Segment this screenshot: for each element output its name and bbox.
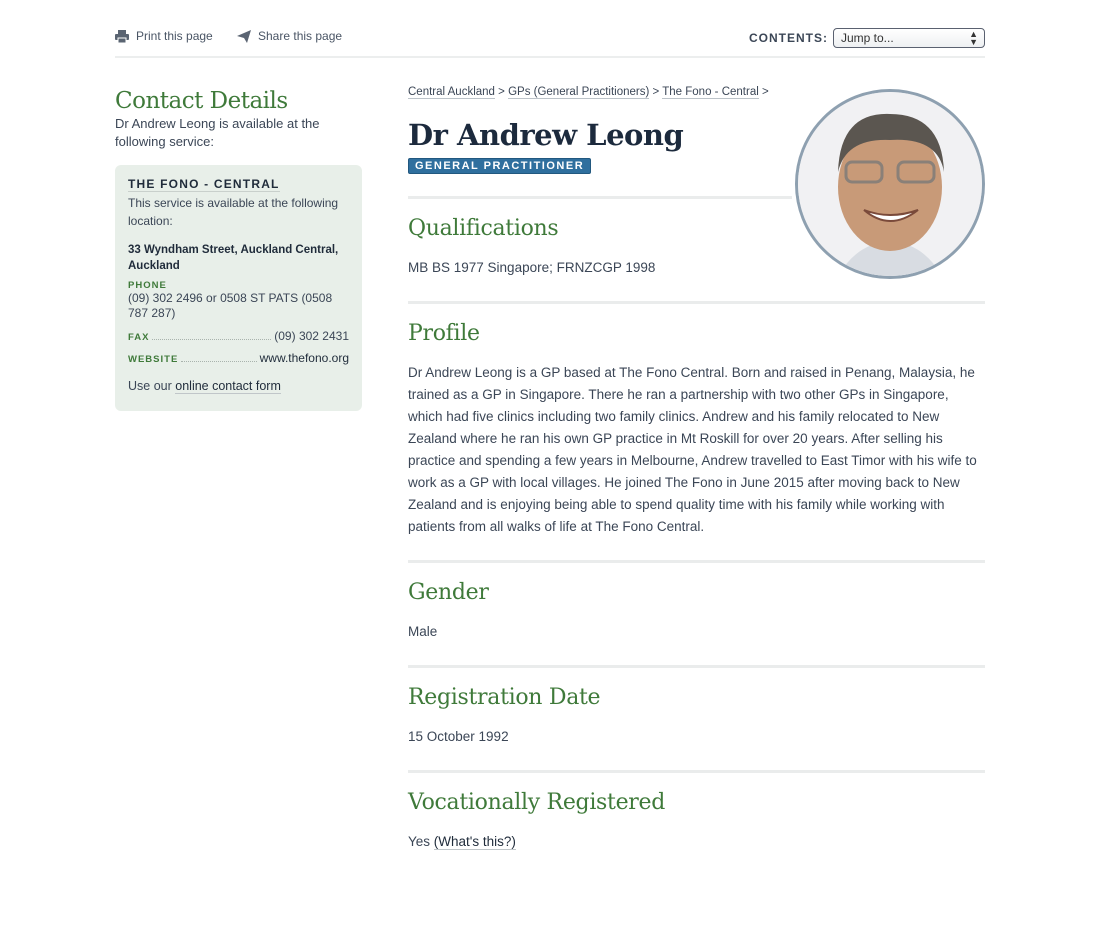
qualifications-section (408, 196, 792, 301)
profile-heading: Profile (408, 321, 480, 346)
profile-text: Dr Andrew Leong is a GP based at The Fono Central. Born and raised in Penang, Malaysia, he trained as a GP in Singapore. There he ran a partnership with two other GPs in Singapore, which had five clinics including two family clinics. Andrew and his family relocated to New Zealand where he ran his own GP practice in Mt Roskill for over 20 years. After selling his practice and spending a few years in Melbourne, Andrew travelled to East Timor with his wife to work as a GP with local villages. He joined The Fono in June 2015 after moving back to New Zealand and is enjoying being able to spend quality time with his family while working with patients from all walks of life at The Fono Central. (408, 365, 977, 534)
service-card (115, 165, 362, 411)
vocational-line (408, 831, 985, 875)
print-button[interactable] (115, 29, 213, 43)
share-button[interactable] (237, 29, 342, 43)
paper-plane-icon (237, 30, 251, 43)
fax-label: FAX (128, 332, 150, 343)
fax-value: (09) 302 2431 (274, 329, 349, 343)
website-link[interactable]: www.thefono.org (259, 351, 349, 365)
contact-intro: Dr Andrew Leong is available at the following service: (115, 116, 320, 149)
print-label: Print this page (136, 29, 213, 43)
gender-heading: Gender (408, 580, 489, 605)
jump-to-select[interactable] (833, 28, 985, 48)
breadcrumb-central-auckland[interactable]: Central Auckland (408, 86, 495, 98)
page-title: Dr Andrew Leong (408, 118, 684, 152)
breadcrumb (408, 86, 985, 98)
breadcrumb-gps[interactable]: GPs (General Practitioners) (508, 86, 650, 98)
contact-details-title: Contact Details (115, 88, 288, 114)
vocational-text: Yes (408, 834, 431, 849)
website-row (128, 351, 349, 365)
share-label: Share this page (258, 29, 343, 43)
breadcrumb-separator: > (652, 86, 660, 98)
registration-section (408, 665, 985, 770)
main-content (408, 86, 985, 875)
contact-details-panel (115, 88, 362, 411)
contents-label: CONTENTS: (749, 31, 828, 45)
whats-this-link[interactable]: (What's this?) (433, 834, 516, 849)
phone-value: (09) 302 2496 or 0508 ST PATS (0508 787 287) (128, 291, 333, 320)
registration-text: 15 October 1992 (408, 729, 509, 744)
vocational-section (408, 770, 985, 875)
service-sub: This service is available at the following location: (128, 196, 339, 228)
breadcrumb-the-fono-central[interactable]: The Fono - Central (662, 86, 759, 98)
role-badge: GENERAL PRACTITIONER (408, 158, 591, 174)
contact-form-line (128, 379, 349, 393)
gender-section (408, 560, 985, 665)
page-toolbar (115, 24, 985, 58)
vocational-heading: Vocationally Registered (408, 790, 666, 815)
breadcrumb-separator: > (761, 86, 769, 98)
website-label: WEBSITE (128, 354, 179, 365)
jump-to-value: Jump to... (841, 31, 894, 45)
contents-nav (749, 28, 985, 48)
profile-section (408, 301, 985, 560)
service-name[interactable]: THE FONO - CENTRAL (128, 177, 280, 191)
breadcrumb-separator: > (498, 86, 505, 98)
gender-text: Male (408, 624, 438, 639)
registration-heading: Registration Date (408, 685, 601, 710)
select-arrows-icon: ▲ ▼ (969, 29, 978, 47)
online-contact-form-link[interactable]: online contact form (175, 379, 281, 393)
service-address: 33 Wyndham Street, Auckland Central, Auckland (128, 244, 339, 272)
fax-row (128, 329, 349, 343)
contact-form-prefix: Use our (128, 379, 172, 393)
qualifications-text: MB BS 1977 Singapore; FRNZCGP 1998 (408, 260, 656, 275)
phone-label: PHONE (128, 280, 167, 291)
printer-icon (115, 30, 129, 43)
qualifications-heading: Qualifications (408, 216, 559, 241)
